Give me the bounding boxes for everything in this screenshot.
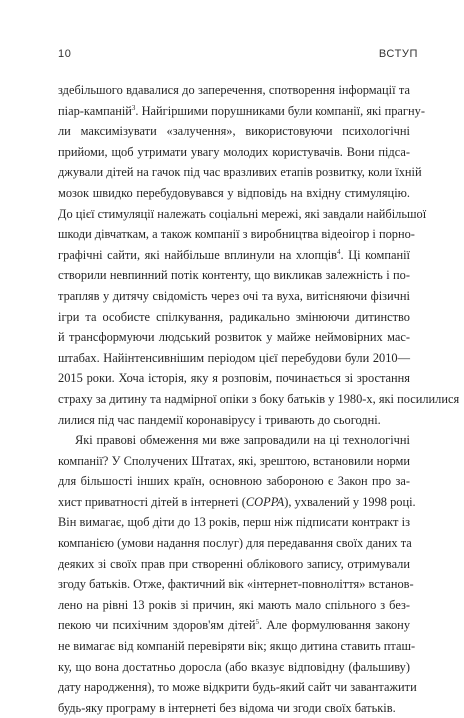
text-line: для більшості інших країн, основною забороною є Закон про за- [58, 474, 410, 489]
text-line: лено на рівні 13 років зі причин, які мають мало спільного з без- [58, 597, 410, 612]
footnote-ref: 3 [131, 103, 136, 112]
text-line: не вимагає від компаній перевіряти вік; якщо дитина ставить пташ- [58, 639, 416, 654]
page-number: 10 [58, 48, 72, 60]
text-line: компанією (умови надання послуг) для передавання своїх даних та [58, 536, 412, 551]
italic-term: COPPA [245, 494, 285, 509]
text-line: мозок швидко перебудовувався у відповідь на вхідну стимуляцію. [58, 185, 410, 200]
text-line: шкоди дівчаткам, а також компанії з виробництва відеоігор і порно- [58, 227, 415, 242]
text-line: створили невпинний потік контенту, що викликав залежність і по- [58, 268, 410, 283]
text-line: джували дітей на гачок під час вразливих етапів розвитку, коли їхній [58, 165, 422, 180]
footnote-ref: 4 [337, 247, 341, 256]
text-line: й трансформуючи людський розвиток у майже неймовірних мас- [58, 330, 410, 345]
text-line: ігри та особисте спілкування, радикально змінюючи дитинство [58, 309, 410, 324]
text-line: будь-яку програму в інтернеті без відома чи згоди своїх батьків. [58, 700, 396, 715]
text-line: дату народження), то може відкрити будь-який сайт чи завантажити [58, 680, 417, 695]
text-line: пекою чи психічним здоров'ям дітей$^5$. Але формулювання закону [58, 618, 411, 633]
text-line: піар-кампаній$^3$. Найгіршими порушниками були компанії, які прагну- [58, 103, 425, 118]
running-header [58, 48, 418, 60]
text-line: деяких зі своїх прав при створенні облікового запису, отримували [58, 556, 410, 571]
text-line: компанії? У Сполучених Штатах, які, зрештою, встановили норми [58, 453, 410, 468]
text-line: здебільшого вдавалися до заперечення, спотворення інформації та [58, 83, 410, 97]
text-line: згоду батьків. Отже, фактичний вік «інтернет-повноліття» встанов- [58, 577, 414, 592]
text-line: лилися під час пандемії коронавірусу і тривають до сьогодні. [58, 412, 381, 427]
text-line: штабах. Найінтенсивнішим періодом цієї перебудови були 2010— [58, 350, 410, 365]
text-line: ли максимізувати «залучення», використовуючи психологічні [58, 124, 410, 139]
text-line: графічні сайти, які найбільше вплинули на хлопців$^4$. Ці компанії [58, 247, 410, 262]
text-line: 2015 роки. Хоча історія, яку я розповім, починається зі зростання [58, 371, 410, 386]
text-line: страху за дитину та надмірної опіки з боку батьків у 1980-х, які посилилися [58, 391, 460, 406]
running-title: ВСТУП [378, 48, 418, 60]
text-line: Які правові обмеження ми вже запровадили на ці технологічні [75, 433, 410, 448]
text-line: Він вимагає, щоб діти до 13 років, перш ніж підписати контракт із [58, 515, 410, 530]
text-line: ку, що вона достатньо доросла (або вказує відповідну (фальшиву) [58, 659, 410, 674]
text-line: хист приватності дітей в інтернеті (COPPA), ухвалений у 1998 році. [58, 494, 416, 509]
text-line: трапляв у дитячу свідомість через очі та вуха, витісняючи фізичні [58, 288, 410, 303]
text-line: прийоми, щоб утримати увагу молодих користувачів. Вони підса- [58, 144, 410, 159]
text-line: До цієї стимуляції належать соціальні мережі, які завдали найбільшої [58, 206, 427, 221]
footnote-ref: 5 [255, 618, 260, 627]
body-text [58, 80, 460, 718]
